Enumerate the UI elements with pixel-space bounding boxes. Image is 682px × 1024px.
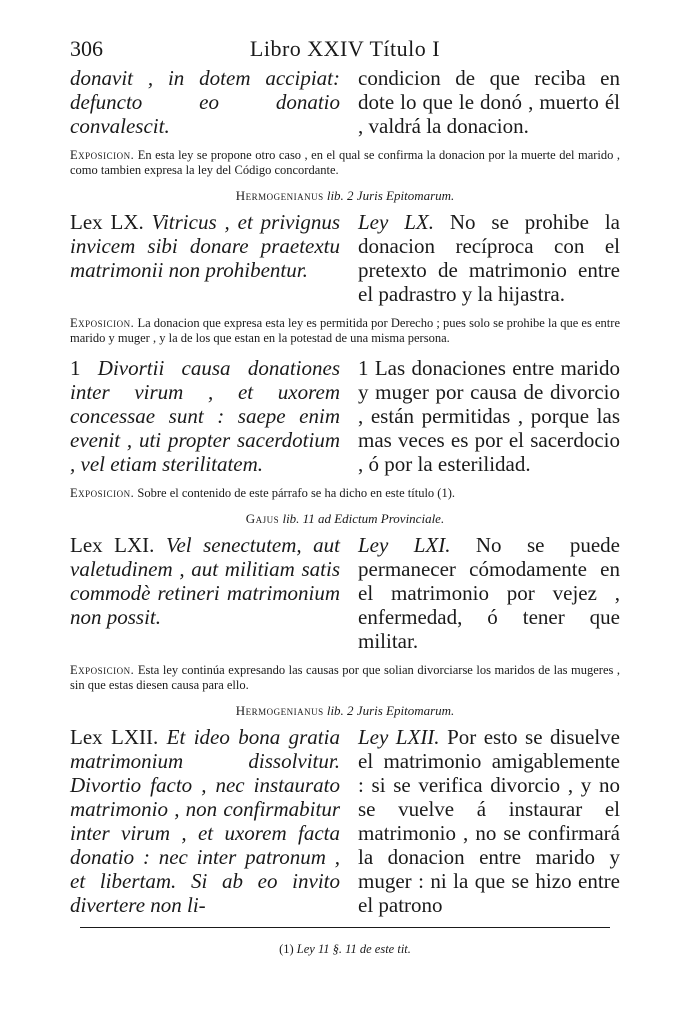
attribution-3 — [70, 703, 620, 719]
exposicion-4 — [70, 663, 620, 693]
spanish-law-label: Ley LXI. — [358, 533, 451, 557]
paragraph-number: 1 — [358, 356, 369, 380]
footnote-mark: (1) — [279, 942, 294, 956]
spanish-law-text: No se puede permanecer cómodamente en el matrimonio por vejez , enfermedad, ó tener que militar. — [358, 533, 620, 653]
latin-law-label: Lex LX. — [70, 210, 144, 234]
spanish-law-label: Ley LX. — [358, 210, 434, 234]
footnote-text: Ley 11 §. 11 de este tit. — [296, 942, 411, 956]
exposicion-text: Esta ley continúa expresando las causas por que solian divorciarse los maridos de las mugeres , sin que estas diesen causa para ello. — [70, 663, 620, 692]
exposicion-label: Exposicion. — [70, 486, 135, 500]
exposicion-2 — [70, 316, 620, 346]
latin-column — [70, 356, 340, 476]
exposicion-text: En esta ley se propone otro caso , en el qual se confirma la donacion por la muerte del marido , como tambien expresa la ley del Código concordante. — [70, 148, 620, 177]
latin-law-text: Et ideo bona gratia matrimonium dissolvitur. Divortio facto , nec instaurato matrimonio , non confirmabitur inter virum , et uxorem facta donatio : nec inter patronum , et libertam. Si ab eo invito divertere non li- — [70, 725, 340, 917]
author-name: Hermogenianus — [235, 703, 324, 718]
latin-column — [70, 533, 340, 653]
latin-law-text: Vel senectutem, aut valetudinem , aut militiam satis commodè retineri matrimonium non possit. — [70, 533, 341, 629]
spanish-column — [358, 210, 620, 306]
exposicion-label: Exposicion. — [70, 316, 135, 330]
latin-column — [70, 210, 340, 306]
spanish-column — [358, 533, 620, 653]
source-reference: lib. 11 ad Edictum Provinciale. — [282, 511, 445, 526]
paragraph-number: 1 — [70, 356, 81, 380]
latin-law-label: Lex LXI. — [70, 533, 155, 557]
attribution-2 — [70, 511, 620, 527]
latin-paragraph-text: Divortii causa donationes inter virum , et uxorem concessae sunt : saepe enim evenit , uti propter sacerdotium , vel etiam sterilitatem. — [70, 356, 340, 476]
spanish-paragraph-text: Las donaciones entre marido y muger por causa de divorcio , están permitidas , porque las mas veces es por el sacerdocio , ó por la esterilidad. — [358, 356, 620, 476]
source-reference: lib. 2 Juris Epitomarum. — [326, 188, 455, 203]
lex-60 — [70, 210, 620, 306]
top-passage — [70, 66, 620, 138]
exposicion-label: Exposicion. — [70, 148, 135, 162]
spanish-column — [358, 356, 620, 476]
source-reference: lib. 2 Juris Epitomarum. — [326, 703, 455, 718]
latin-column — [70, 725, 340, 917]
running-title: Libro XXIV Título I — [249, 36, 441, 61]
lex-62 — [70, 725, 620, 917]
spanish-law-text: Por esto se disuelve el matrimonio amigablemente : si se verifica divorcio , y no se vuelve á instaurar el matrimonio , no se confirmará la donacion entre marido y muger : ni la que se hizo entre el patrono — [358, 725, 621, 917]
exposicion-text: Sobre el contenido de este párrafo se ha dicho en este título (1). — [137, 486, 456, 500]
footnote-divider — [80, 927, 610, 928]
author-name: Gajus — [245, 511, 280, 526]
spanish-column: condicion de que reciba en dote lo que le donó , muerto él , valdrá la donacion. — [358, 66, 620, 138]
lex-61 — [70, 533, 620, 653]
attribution-1 — [70, 188, 620, 204]
spanish-law-text: No se prohibe la donacion recíproca con el pretexto de matrimonio entre el padrastro y la hijastra. — [358, 210, 620, 306]
document-page — [70, 36, 620, 957]
spanish-column — [358, 725, 620, 917]
page-header — [70, 36, 620, 66]
page-number: 306 — [70, 36, 103, 61]
paragraph-1 — [70, 356, 620, 476]
exposicion-1 — [70, 148, 620, 178]
exposicion-3 — [70, 486, 620, 501]
author-name: Hermogenianus — [235, 188, 324, 203]
latin-law-text: Vitricus , et privignus invicem sibi donare praetextu matrimonii non prohibentur. — [70, 210, 340, 282]
exposicion-text: La donacion que expresa esta ley es permitida por Derecho ; pues solo se prohibe la que es entre marido y muger , y la de los que estan en la potestad de una misma persona. — [70, 316, 620, 345]
footnote — [70, 942, 620, 957]
latin-law-label: Lex LXII. — [70, 725, 159, 749]
latin-column: donavit , in dotem accipiat: defuncto eo donatio convalescit. — [70, 66, 340, 138]
spanish-law-label: Ley LXII. — [358, 725, 440, 749]
exposicion-label: Exposicion. — [70, 663, 135, 677]
